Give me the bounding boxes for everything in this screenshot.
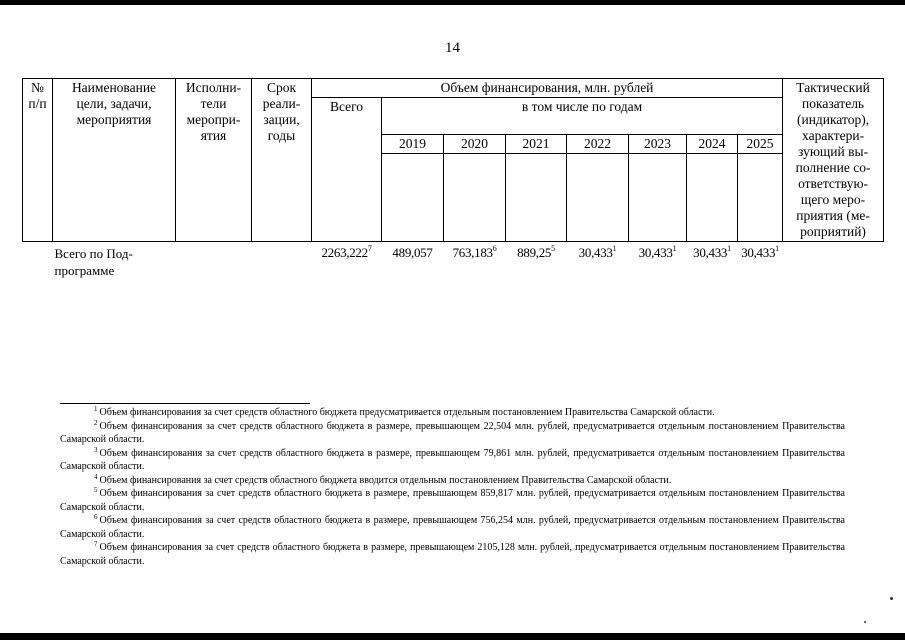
footnote-text: Объем финансирования за счет средств областного бюджета в размере, превышающем 859,817 млн. рублей, предусматривается отдельным постановлением Правительства Самарской области. [60, 488, 845, 513]
header-by-years: в том числе по годам [382, 98, 783, 135]
footnote-mark: 5 [94, 486, 98, 494]
footnote-mark: 2 [94, 418, 98, 427]
year-value-cell [687, 242, 738, 283]
header-year: 2022 [567, 135, 629, 154]
footnote-text: Объем финансирования за счет средств областного бюджета предусматривается отдельным постановлением Правительства Самарской области. [99, 407, 715, 418]
footnote-ref: 1 [727, 244, 731, 253]
year-body-cell [687, 154, 738, 242]
year-value: 30,433 [578, 245, 613, 260]
footnote-text: Объем финансирования за счет средств областного бюджета вводится отдельным постановлением Правительства Самарской области. [99, 474, 672, 486]
footnote-text: Объем финансирования за счет средств областного бюджета в размере, превышающем 756,254 млн. рублей, предусматривается отдельным постановлением Правительства Самарской области. [60, 515, 845, 540]
year-body-cell [506, 154, 567, 242]
header-executors: Исполни- тели меропри- ятия [176, 79, 252, 242]
year-body-cell [444, 154, 506, 242]
scan-speck [890, 597, 893, 600]
total-value-cell [312, 242, 382, 283]
year-value: 889,25 [517, 245, 552, 260]
footnote [60, 406, 845, 420]
footnote-text: Объем финансирования за счет средств областного бюджета в размере, превышающем 2105,128 млн. рублей, предусматривается отдельным постановлением Правительства Самарской области. [60, 542, 845, 567]
year-value-cell [567, 242, 629, 283]
header-funding: Объем финансирования, млн. рублей [312, 79, 783, 98]
cell-term [252, 242, 312, 283]
header-year: 2025 [738, 135, 783, 154]
year-body-cell [382, 154, 444, 242]
scan-bottom-edge [0, 633, 905, 640]
header-year: 2020 [444, 135, 506, 154]
scan-top-edge [0, 0, 905, 5]
year-value-cell [629, 242, 687, 283]
footnote [60, 487, 845, 514]
footnotes [60, 406, 845, 568]
footnote-ref: 1 [612, 244, 617, 253]
header-term: Срок реали- зации, годы [252, 79, 312, 242]
total-value: 2263,222 [321, 245, 368, 260]
header-total: Всего [312, 98, 382, 242]
year-value: 489,057 [392, 245, 433, 260]
year-value-cell [738, 242, 783, 283]
footnote-ref: 1 [775, 244, 779, 253]
cell-indicator [783, 242, 884, 283]
footnote [60, 541, 845, 568]
footnote-ref: 5 [551, 244, 555, 253]
year-value-cell [506, 242, 567, 283]
footnote-ref: 1 [672, 244, 677, 253]
year-value: 763,183 [452, 245, 493, 260]
header-year: 2023 [629, 135, 687, 154]
year-body-cell [629, 154, 687, 242]
header-indicator: Тактический показатель (индикатор), характери- зующий вы- полнение со- ответствую- щего меро- приятия (ме- роприятий) [783, 79, 884, 242]
footnote [60, 474, 845, 488]
year-value-cell [382, 242, 444, 283]
header-year: 2019 [382, 135, 444, 154]
year-body-cell [738, 154, 783, 242]
year-value: 30,433 [741, 245, 776, 260]
footnote-text: Объем финансирования за счет средств областного бюджета в размере, превышающем 22,504 млн. рублей, предусматривается отдельным постановлением Правительства Самарской области. [60, 420, 845, 445]
footnote [60, 447, 845, 474]
page-number: 14 [445, 40, 460, 56]
footnote-mark: 4 [94, 472, 98, 481]
year-value: 30,433 [693, 245, 728, 260]
cell-num [23, 242, 53, 283]
total-row-label: Всего по Под- программе [54, 246, 133, 278]
header-num: № п/п [23, 79, 53, 242]
scan-speck [864, 621, 866, 623]
year-value: 30,433 [638, 245, 673, 260]
footnote-mark: 3 [94, 445, 98, 454]
footnote-text: Объем финансирования за счет средств областного бюджета в размере, превышающем 79,861 млн. рублей, предусматривается отдельным постановлением Правительства Самарской области. [60, 447, 845, 472]
year-value-cell [444, 242, 506, 283]
footnote-ref: 6 [492, 244, 497, 253]
header-name: Наименование цели, задачи, мероприятия [53, 79, 176, 242]
footnote-mark: 6 [94, 513, 98, 521]
footnote-ref: 7 [367, 244, 372, 253]
footnote [60, 514, 845, 541]
funding-table [22, 78, 884, 282]
header-year: 2024 [687, 135, 738, 154]
table-row-total [23, 242, 884, 283]
footnote-separator [60, 403, 310, 404]
footnote-mark: 7 [94, 540, 98, 548]
year-body-cell [567, 154, 629, 242]
footnote [60, 420, 845, 447]
header-year: 2021 [506, 135, 567, 154]
footnote-mark: 1 [94, 405, 98, 413]
cell-executors [176, 242, 252, 283]
